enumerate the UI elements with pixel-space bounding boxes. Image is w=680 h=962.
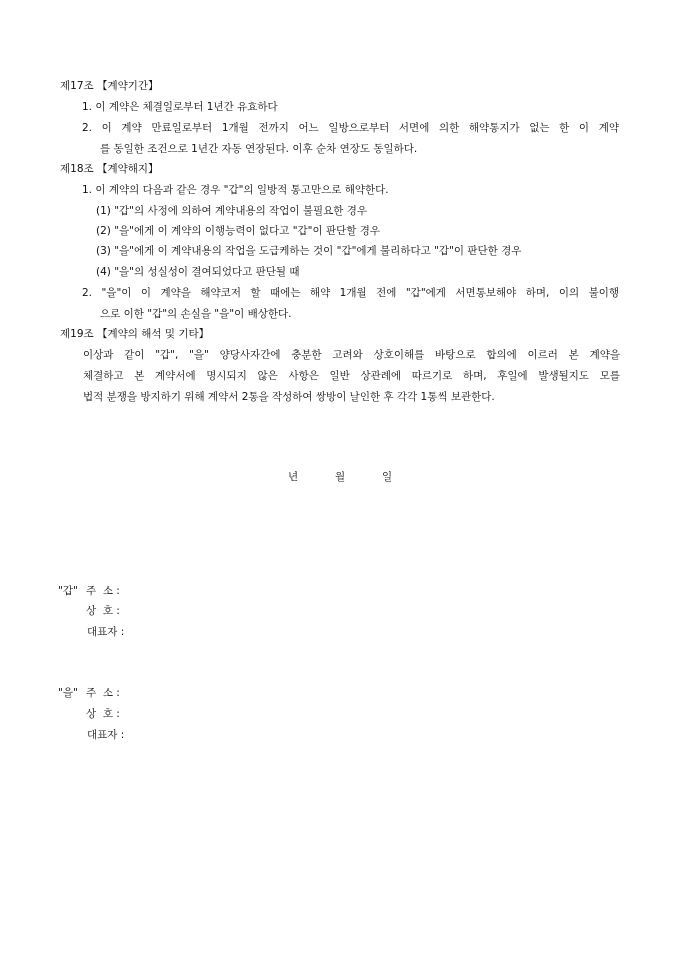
- party-b-company-label: 상 호 :: [86, 708, 120, 720]
- article-17-item-2: 2. 이 계약 만료일로부터 1개월 전까지 어느 일방으로부터 서면에 의한 해약통지가 없는 한 이 계약: [82, 122, 619, 134]
- date-day: 일: [382, 471, 393, 483]
- article-19-para-line-1: 이상과 같이 "갑", "을" 양당사자간에 충분한 고려와 상호이해를 바탕으로 합의에 이르러 본 계약을: [83, 349, 620, 361]
- article-18-sub-2: (2) "을"에게 이 계약의 이행능력이 없다고 "갑"이 판단할 경우: [96, 225, 381, 237]
- article-17-title: 제17조 【계약기간】: [60, 80, 159, 92]
- party-a-address-label: 주 소 :: [86, 585, 120, 597]
- date-month: 월: [335, 471, 346, 483]
- article-19-title: 제19조 【계약의 해석 및 기타】: [60, 328, 210, 340]
- date-year: 년: [288, 471, 299, 483]
- article-18-item-2: 2. "을"이 이 계약을 해약코저 할 때에는 해약 1개월 전에 "갑"에게 서면통보해야 하며, 이의 불이행: [82, 287, 619, 299]
- article-18-sub-4: (4) "을"의 성실성이 결여되었다고 판단될 때: [96, 266, 300, 278]
- article-18-item-2-cont: 으로 이한 "갑"의 손실을 "을"이 배상한다.: [100, 308, 292, 320]
- article-18-title: 제18조 【계약해지】: [60, 163, 159, 175]
- article-19-para-line-3: 법적 분쟁을 방지하기 위해 계약서 2통을 작성하여 쌍방이 날인한 후 각각 1통씩 보관한다.: [83, 391, 495, 403]
- article-17-item-2-cont: 를 동일한 조건으로 1년간 자동 연장된다. 이후 순차 연장도 동일하다.: [100, 143, 418, 155]
- party-b-address-label: 주 소 :: [86, 687, 120, 699]
- article-19-para-line-2: 체결하고 본 계약서에 명시되지 않은 사항은 일반 상관례에 따르기로 하며, 후일에 발생될지도 모를: [83, 370, 620, 382]
- party-a-company-label: 상 호 :: [86, 605, 120, 617]
- article-18-sub-3: (3) "을"에게 이 계약내용의 작업을 도급케하는 것이 "갑"에게 불리하다고 "갑"이 판단한 경우: [96, 245, 522, 257]
- party-b-rep-label: 대표자 :: [87, 729, 125, 741]
- article-18-item-1: 1. 이 계약의 다음과 같은 경우 "갑"의 일방적 통고만으로 해약한다.: [82, 184, 389, 196]
- party-b-mark: "을": [58, 687, 78, 699]
- party-a-rep-label: 대표자 :: [87, 626, 125, 638]
- article-18-sub-1: (1) "갑"의 사정에 의하여 계약내용의 작업이 불필요한 경우: [96, 205, 368, 217]
- article-17-item-1: 1. 이 계약은 체결일로부터 1년간 유효하다: [82, 101, 278, 113]
- party-a-mark: "갑": [58, 585, 78, 597]
